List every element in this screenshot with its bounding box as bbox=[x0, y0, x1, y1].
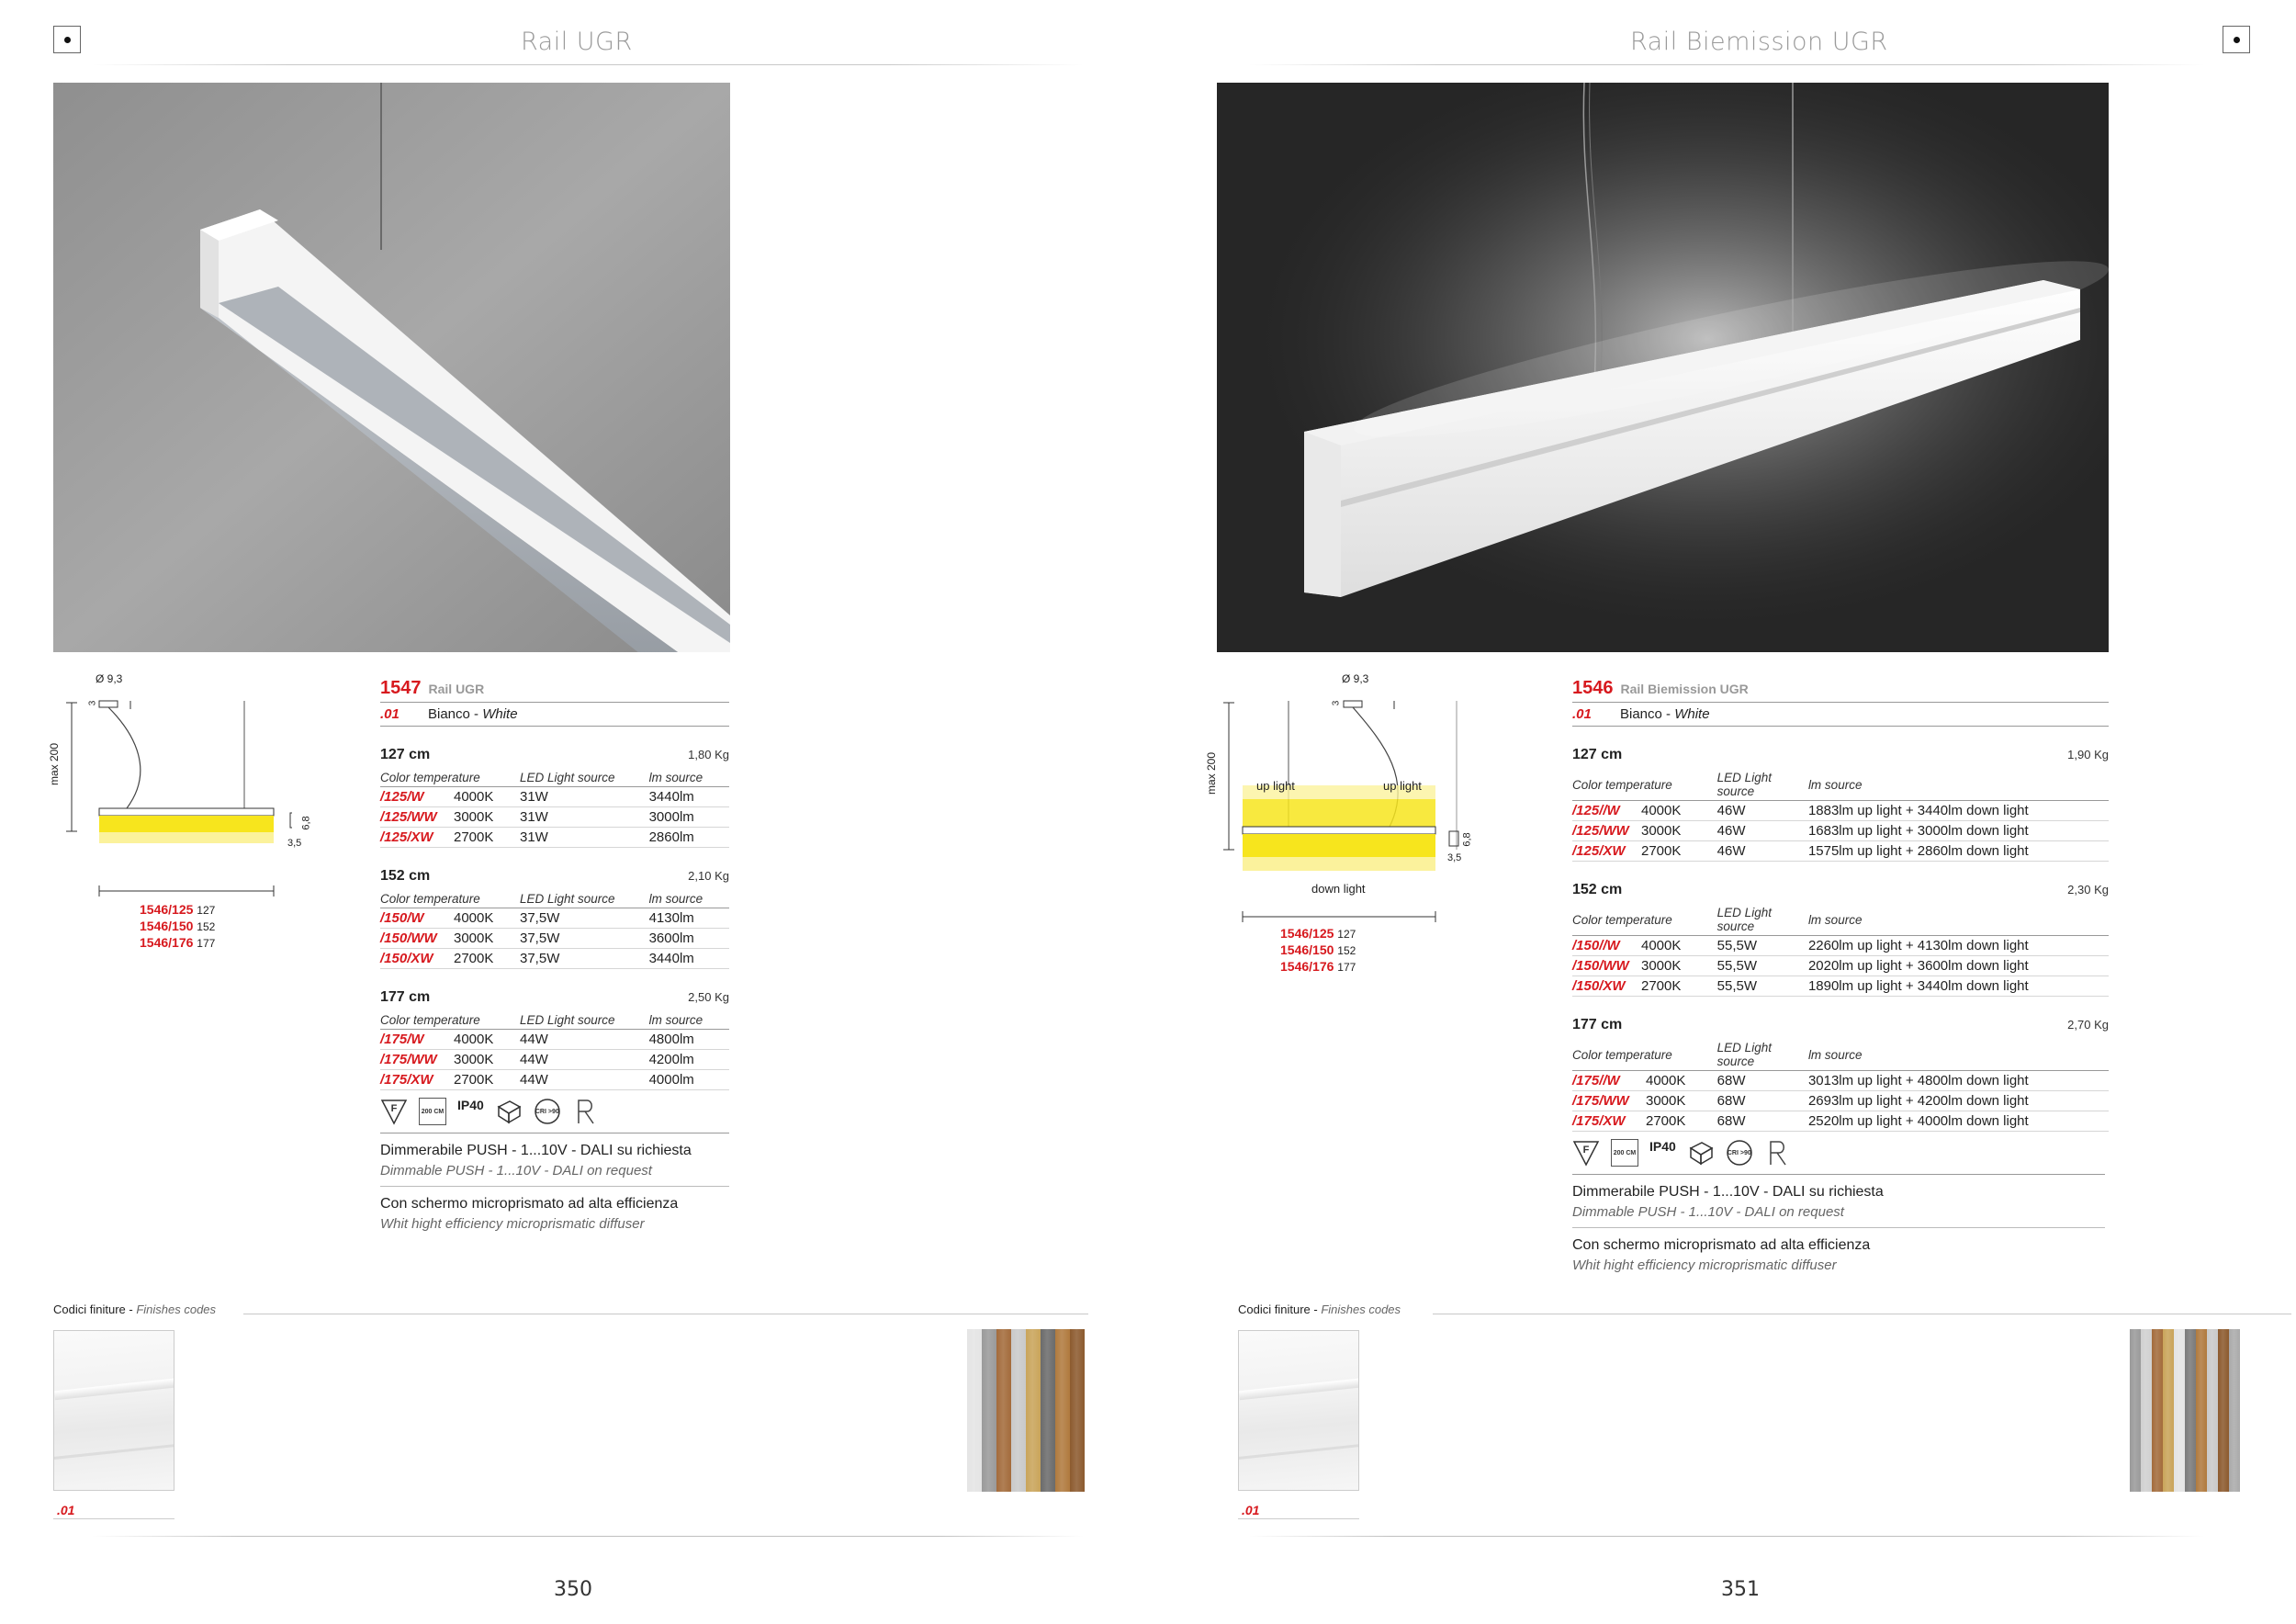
product-photo bbox=[1217, 83, 2109, 652]
finish-color-bar bbox=[2174, 1329, 2185, 1492]
size-label: 177 cm bbox=[380, 989, 431, 1005]
technical-drawing bbox=[1205, 671, 1477, 974]
swatch-code: .01 bbox=[1242, 1503, 1260, 1517]
table-row: /175/W 4000K 44W 4800lm bbox=[380, 1030, 729, 1050]
finish-name: Bianco - White bbox=[428, 706, 518, 722]
up-light-left-label: up light bbox=[1256, 779, 1295, 793]
size-weight: 2,10 Kg bbox=[688, 869, 729, 883]
spec-table: Color temperature LED Light source lm source /175//W 4000K 68W 3013lm up light + 4800lm down light /175/WW 3000K 68W 2693lm up light + 4200lm down light /175/XW 2700K 68W 2520lm up light + 4000lm down light bbox=[1572, 1039, 2109, 1132]
product-name: Rail UGR bbox=[428, 682, 485, 696]
footer-rule bbox=[1249, 1536, 2204, 1537]
top-dim-label: 3 bbox=[1331, 700, 1342, 706]
f-mark-icon: F bbox=[380, 1098, 408, 1125]
profile-width-label: 3,5 bbox=[1447, 852, 1462, 863]
finish-name: Bianco - White bbox=[1620, 706, 1710, 722]
swatch-rule bbox=[53, 1518, 174, 1519]
finish-color-bar bbox=[996, 1329, 1011, 1492]
diameter-label: Ø 9,3 bbox=[1342, 672, 1369, 685]
finish-color-bar bbox=[1041, 1329, 1055, 1492]
size-weight: 2,70 Kg bbox=[2067, 1018, 2109, 1032]
finish-color-bar bbox=[2185, 1329, 2196, 1492]
finish-row bbox=[380, 703, 729, 727]
table-row: /125//W 4000K 46W 1883lm up light + 3440lm down light bbox=[1572, 801, 2109, 821]
size-label: 177 cm bbox=[1572, 1017, 1623, 1032]
table-row: /150/W 4000K 37,5W 4130lm bbox=[380, 908, 729, 929]
table-row: /175/WW 3000K 68W 2693lm up light + 4200lm down light bbox=[1572, 1091, 2109, 1111]
ip40-icon: IP40 bbox=[1649, 1139, 1676, 1154]
profile-height-label: 6,8 bbox=[1461, 832, 1473, 847]
header-rule bbox=[1249, 64, 2204, 65]
product-code: 1546 bbox=[1572, 678, 1614, 698]
finish-color-bar bbox=[2196, 1329, 2207, 1492]
variant-row: 1546/150 152 bbox=[140, 919, 216, 933]
table-row: /175//W 4000K 68W 3013lm up light + 4800lm down light bbox=[1572, 1071, 2109, 1091]
dimming-note: Dimmerabile PUSH - 1...10V - DALI su richiesta Dimmable PUSH - 1...10V - DALI on request bbox=[380, 1143, 729, 1187]
table-row: /175/WW 3000K 44W 4200lm bbox=[380, 1050, 729, 1070]
finishes-label: Codici finiture - Finishes codes bbox=[53, 1303, 217, 1316]
diffuser-note: Con schermo microprismato ad alta efficienza Whit hight efficiency microprismatic diffuser bbox=[1572, 1237, 1871, 1273]
size-weight: 1,80 Kg bbox=[688, 748, 729, 761]
col-temp: Color temperature bbox=[380, 769, 520, 787]
certification-icons bbox=[1572, 1139, 2105, 1175]
col-source: LED Light source bbox=[520, 769, 649, 787]
size-block-177 bbox=[1572, 1017, 2109, 1132]
finish-code: .01 bbox=[380, 706, 400, 722]
size-block-127 bbox=[380, 747, 729, 848]
down-light-label: down light bbox=[1311, 882, 1366, 896]
table-row: /125/XW 2700K 31W 2860lm bbox=[380, 828, 729, 848]
finish-color-bar bbox=[2218, 1329, 2229, 1492]
finish-color-bar bbox=[1011, 1329, 1026, 1492]
recycle-r-icon bbox=[572, 1098, 600, 1125]
page-number: 351 bbox=[1721, 1578, 1760, 1601]
finishes-label: Codici finiture - Finishes codes bbox=[1238, 1303, 1401, 1316]
variant-row: 1546/176 177 bbox=[140, 935, 216, 950]
table-row: /150//W 4000K 55,5W 2260lm up light + 4130lm down light bbox=[1572, 936, 2109, 956]
swatch-rule bbox=[1238, 1518, 1359, 1519]
finish-color-bar bbox=[1070, 1329, 1085, 1492]
spec-table: Color temperature LED Light source lm source /125//W 4000K 46W 1883lm up light + 3440lm down light /125/WW 3000K 46W 1683lm up light + 3000lm down light /125/XW 2700K 46W 1575lm up light + 2860lm down light bbox=[1572, 769, 2109, 862]
profile-height-label: 6,8 bbox=[300, 816, 312, 830]
product-name: Rail Biemission UGR bbox=[1620, 682, 1749, 696]
finish-color-bar bbox=[2163, 1329, 2174, 1492]
distance-200cm-icon: 200 CM bbox=[419, 1098, 446, 1125]
height-label: max 200 bbox=[1205, 751, 1219, 795]
variant-row: 1546/150 152 bbox=[1280, 942, 1356, 957]
ip40-icon: IP40 bbox=[457, 1098, 484, 1112]
size-block-152 bbox=[380, 868, 729, 969]
led-module-icon bbox=[1687, 1139, 1715, 1167]
certification-icons bbox=[380, 1098, 729, 1133]
spec-table: Color temperature LED Light source lm source /150//W 4000K 55,5W 2260lm up light + 4130lm down light /150/WW 3000K 55,5W 2020lm up light + 3600lm down light /150/XW 2700K 55,5W 1890lm up light + 3440lm down light bbox=[1572, 904, 2109, 997]
variant-row: 1546/176 177 bbox=[1280, 959, 1356, 974]
right-page bbox=[1148, 0, 2296, 1624]
table-row: /125/WW 3000K 31W 3000lm bbox=[380, 807, 729, 828]
variants-list bbox=[1280, 926, 1356, 976]
page-title: Rail Biemission UGR bbox=[1630, 28, 1888, 56]
size-label: 127 cm bbox=[380, 747, 431, 762]
led-module-icon bbox=[495, 1098, 523, 1125]
finish-swatch-white[interactable] bbox=[53, 1330, 174, 1491]
size-label: 152 cm bbox=[1572, 882, 1623, 897]
table-row: /175/XW 2700K 68W 2520lm up light + 4000lm down light bbox=[1572, 1111, 2109, 1132]
diameter-label: Ø 9,3 bbox=[96, 672, 123, 685]
finish-color-bars bbox=[967, 1329, 1086, 1492]
finish-swatch-white[interactable] bbox=[1238, 1330, 1359, 1491]
finish-row bbox=[1572, 703, 2109, 727]
technical-drawing bbox=[48, 671, 312, 955]
table-row: /175/XW 2700K 44W 4000lm bbox=[380, 1070, 729, 1090]
spec-table: Color temperature LED Light source lm source /150/W 4000K 37,5W 4130lm /150/WW 3000K 37,5W 3600lm /150/XW 2700K 37,5W 3440lm bbox=[380, 890, 729, 969]
finish-color-bar bbox=[2152, 1329, 2163, 1492]
col-lm: lm source bbox=[649, 769, 729, 787]
product-title bbox=[1572, 678, 2109, 703]
product-code: 1547 bbox=[380, 678, 422, 698]
lamp-photo-illustration bbox=[1217, 83, 2109, 652]
f-mark-icon: F bbox=[1572, 1139, 1600, 1167]
finish-color-bar bbox=[2141, 1329, 2152, 1492]
finish-color-bar bbox=[1055, 1329, 1070, 1492]
product-title bbox=[380, 678, 729, 703]
finish-color-bar bbox=[2130, 1329, 2141, 1492]
size-weight: 1,90 Kg bbox=[2067, 748, 2109, 761]
finish-color-bar bbox=[967, 1329, 982, 1492]
table-row: /150/XW 2700K 55,5W 1890lm up light + 3440lm down light bbox=[1572, 976, 2109, 997]
bookmark-icon bbox=[2223, 26, 2250, 53]
spec-sheet bbox=[380, 678, 729, 1239]
height-label: max 200 bbox=[48, 742, 62, 786]
dimming-note: Dimmerabile PUSH - 1...10V - DALI su richiesta Dimmable PUSH - 1...10V - DALI on request bbox=[1572, 1184, 2105, 1228]
size-weight: 2,50 Kg bbox=[688, 990, 729, 1004]
diffuser-note: Con schermo microprismato ad alta efficienza Whit hight efficiency microprismatic diffuser bbox=[380, 1196, 679, 1232]
table-row: /125/XW 2700K 46W 1575lm up light + 2860lm down light bbox=[1572, 841, 2109, 862]
table-row: /125/WW 3000K 46W 1683lm up light + 3000lm down light bbox=[1572, 821, 2109, 841]
bookmark-icon bbox=[53, 26, 81, 53]
header-rule bbox=[92, 64, 1084, 65]
cri-icon: CRI >90 bbox=[534, 1098, 561, 1125]
finish-color-bar bbox=[1026, 1329, 1041, 1492]
size-label: 152 cm bbox=[380, 868, 431, 884]
size-label: 127 cm bbox=[1572, 747, 1623, 762]
size-weight: 2,30 Kg bbox=[2067, 883, 2109, 897]
table-row: /150/WW 3000K 37,5W 3600lm bbox=[380, 929, 729, 949]
footer-rule bbox=[92, 1536, 1084, 1537]
finish-code: .01 bbox=[1572, 706, 1592, 722]
table-row: /150/WW 3000K 55,5W 2020lm up light + 3600lm down light bbox=[1572, 956, 2109, 976]
profile-width-label: 3,5 bbox=[287, 838, 302, 849]
top-dim-label: 3 bbox=[87, 700, 98, 706]
spec-sheet bbox=[1572, 678, 2109, 1280]
finish-color-bar bbox=[982, 1329, 996, 1492]
spec-table: Color temperature LED Light source lm source /175/W 4000K 44W 4800lm /175/WW 3000K 44W 4200lm /175/XW 2700K 44W 4000lm bbox=[380, 1011, 729, 1090]
variant-row: 1546/125 127 bbox=[140, 902, 216, 917]
product-photo bbox=[53, 83, 730, 652]
finish-color-bar bbox=[2207, 1329, 2218, 1492]
table-row: /125/W 4000K 31W 3440lm bbox=[380, 787, 729, 807]
lamp-photo-illustration bbox=[53, 83, 730, 652]
size-block-127 bbox=[1572, 747, 2109, 862]
cri-icon: CRI >90 bbox=[1726, 1139, 1753, 1167]
finish-color-bar bbox=[2229, 1329, 2240, 1492]
variants-list bbox=[140, 902, 215, 952]
finish-color-bars bbox=[2130, 1329, 2248, 1492]
size-block-152 bbox=[1572, 882, 2109, 997]
up-light-right-label: up light bbox=[1383, 779, 1422, 793]
size-block-177 bbox=[380, 989, 729, 1090]
distance-200cm-icon: 200 CM bbox=[1611, 1139, 1638, 1167]
spec-table bbox=[380, 769, 729, 848]
table-row: /150/XW 2700K 37,5W 3440lm bbox=[380, 949, 729, 969]
swatch-code: .01 bbox=[57, 1503, 75, 1517]
page-title: Rail UGR bbox=[521, 28, 633, 56]
recycle-r-icon bbox=[1764, 1139, 1792, 1167]
variant-row: 1546/125 127 bbox=[1280, 926, 1356, 941]
page-number: 350 bbox=[554, 1578, 592, 1601]
